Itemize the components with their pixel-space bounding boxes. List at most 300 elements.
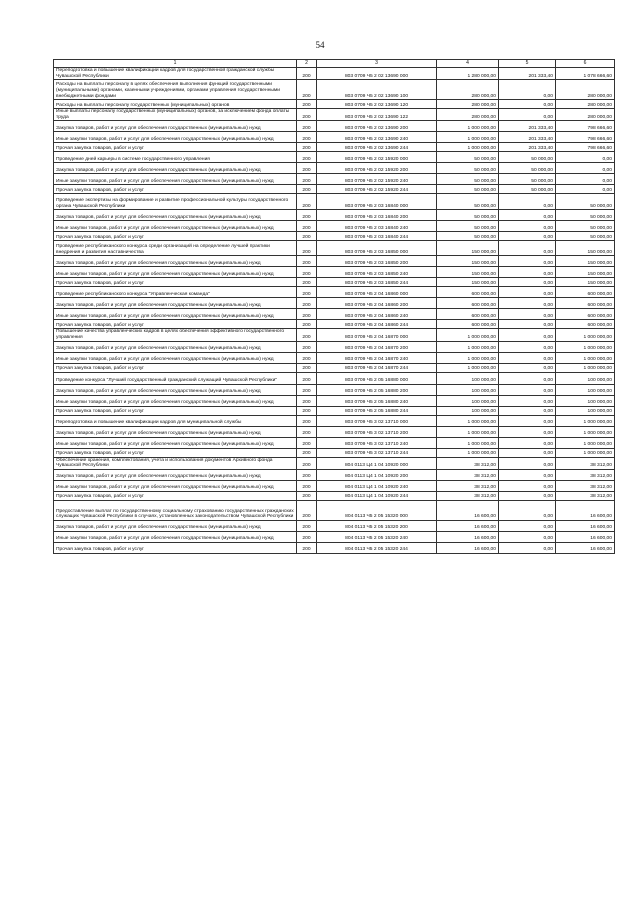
row-classification-code: 803 0709 Ч5 2 05 16880 240 — [317, 395, 437, 406]
table-row — [54, 100, 615, 109]
row-classification-code: 803 0709 Ч5 2 03 16840 244 — [317, 232, 437, 241]
table-row — [54, 520, 615, 531]
row-remaining-amount: 1 078 666,60 — [556, 68, 615, 80]
row-classification-code: 803 0709 Ч5 2 04 16870 200 — [317, 341, 437, 352]
row-remaining-amount: 38 312,00 — [556, 491, 615, 500]
row-remaining-amount: 150 000,00 — [556, 241, 615, 256]
row-remaining-amount: 1 000 000,00 — [556, 426, 615, 437]
row-approved-amount: 100 000,00 — [437, 406, 499, 415]
row-executed-amount: 0,00 — [499, 309, 556, 320]
table-row — [54, 194, 615, 210]
row-line-code: 200 — [297, 232, 317, 241]
row-approved-amount: 1 000 000,00 — [437, 352, 499, 363]
row-executed-amount: 0,00 — [499, 415, 556, 426]
row-description: Проведение экспертизы на формирование и развитие профессиональной культуры государственного органа Чувашской Республики — [54, 194, 297, 210]
table-row — [54, 174, 615, 185]
row-executed-amount: 0,00 — [499, 320, 556, 329]
row-executed-amount: 0,00 — [499, 278, 556, 287]
table-row — [54, 480, 615, 491]
table-row — [54, 415, 615, 426]
row-line-code: 200 — [297, 241, 317, 256]
row-approved-amount: 600 000,00 — [437, 320, 499, 329]
row-description: Закупка товаров, работ и услуг для обеспечения государственных (муниципальных) нужд — [54, 384, 297, 395]
row-description: Закупка товаров, работ и услуг для обеспечения государственных (муниципальных) нужд — [54, 298, 297, 309]
row-approved-amount: 1 000 000,00 — [437, 341, 499, 352]
table-row — [54, 152, 615, 163]
row-approved-amount: 50 000,00 — [437, 185, 499, 194]
row-remaining-amount: 150 000,00 — [556, 267, 615, 278]
row-description: Закупка товаров, работ и услуг для обеспечения государственных (муниципальных) нужд — [54, 341, 297, 352]
row-remaining-amount: 100 000,00 — [556, 384, 615, 395]
row-line-code: 200 — [297, 480, 317, 491]
row-remaining-amount: 798 666,60 — [556, 132, 615, 143]
row-approved-amount: 16 600,00 — [437, 542, 499, 553]
row-remaining-amount: 0,00 — [556, 174, 615, 185]
row-remaining-amount: 50 000,00 — [556, 232, 615, 241]
row-classification-code: 803 0709 Ч5 3 02 13710 244 — [317, 448, 437, 457]
row-executed-amount: 0,00 — [499, 406, 556, 415]
row-description: Проведение конкурса "Лучший государственный гражданский служащий Чувашской Республики" — [54, 372, 297, 384]
row-line-code: 200 — [297, 341, 317, 352]
row-executed-amount: 0,00 — [499, 221, 556, 232]
row-description: Прочая закупка товаров, работ и услуг — [54, 542, 297, 553]
row-remaining-amount: 100 000,00 — [556, 406, 615, 415]
row-description: Иные закупки товаров, работ и услуг для обеспечения государственных (муниципальных) нужд — [54, 132, 297, 143]
row-line-code: 200 — [297, 491, 317, 500]
table-row — [54, 329, 615, 341]
row-remaining-amount: 38 312,00 — [556, 480, 615, 491]
row-executed-amount: 0,00 — [499, 500, 556, 520]
row-line-code: 200 — [297, 256, 317, 267]
row-executed-amount: 0,00 — [499, 542, 556, 553]
row-executed-amount: 0,00 — [499, 384, 556, 395]
row-classification-code: 803 0709 Ч5 2 05 16880 000 — [317, 372, 437, 384]
row-description: Иные закупки товаров, работ и услуг для обеспечения государственных (муниципальных) нужд — [54, 531, 297, 542]
table-row — [54, 132, 615, 143]
column-header-4: 4 — [437, 60, 499, 68]
row-line-code: 200 — [297, 363, 317, 372]
row-classification-code: 803 0709 Ч5 2 04 16870 240 — [317, 352, 437, 363]
row-description: Переподготовка и повышение квалификации кадров для муниципальной службы — [54, 415, 297, 426]
table-row — [54, 384, 615, 395]
row-line-code: 200 — [297, 426, 317, 437]
row-approved-amount: 38 312,00 — [437, 469, 499, 480]
table-row — [54, 372, 615, 384]
row-line-code: 200 — [297, 221, 317, 232]
row-executed-amount: 0,00 — [499, 194, 556, 210]
row-approved-amount: 50 000,00 — [437, 152, 499, 163]
row-remaining-amount: 600 000,00 — [556, 309, 615, 320]
row-description: Повышение качества управленческих кадров в целях обеспечения эффективного государственного управления — [54, 329, 297, 341]
row-remaining-amount: 50 000,00 — [556, 221, 615, 232]
row-description: Иные закупки товаров, работ и услуг для обеспечения государственных (муниципальных) нужд — [54, 221, 297, 232]
row-description: Иные закупки товаров, работ и услуг для обеспечения государственных (муниципальных) нужд — [54, 267, 297, 278]
row-remaining-amount: 1 000 000,00 — [556, 448, 615, 457]
row-line-code: 200 — [297, 329, 317, 341]
row-line-code: 200 — [297, 542, 317, 553]
row-remaining-amount: 150 000,00 — [556, 256, 615, 267]
row-line-code: 200 — [297, 437, 317, 448]
row-executed-amount: 0,00 — [499, 372, 556, 384]
row-classification-code: 803 0709 Ч5 2 03 16850 240 — [317, 267, 437, 278]
row-remaining-amount: 280 000,00 — [556, 100, 615, 109]
row-remaining-amount: 100 000,00 — [556, 372, 615, 384]
row-description: Прочая закупка товаров, работ и услуг — [54, 278, 297, 287]
table-row — [54, 221, 615, 232]
row-approved-amount: 1 000 000,00 — [437, 363, 499, 372]
column-header-6: 6 — [556, 60, 615, 68]
row-remaining-amount: 280 000,00 — [556, 109, 615, 121]
row-approved-amount: 1 000 000,00 — [437, 437, 499, 448]
row-executed-amount: 0,00 — [499, 267, 556, 278]
table-row — [54, 232, 615, 241]
row-approved-amount: 150 000,00 — [437, 278, 499, 287]
row-line-code: 200 — [297, 415, 317, 426]
table-row — [54, 278, 615, 287]
row-approved-amount: 600 000,00 — [437, 298, 499, 309]
table-row — [54, 287, 615, 298]
row-executed-amount: 0,00 — [499, 287, 556, 298]
budget-execution-table — [53, 59, 615, 554]
row-description: Закупка товаров, работ и услуг для обеспечения государственных (муниципальных) нужд — [54, 163, 297, 174]
row-remaining-amount: 150 000,00 — [556, 278, 615, 287]
table-row — [54, 143, 615, 152]
row-executed-amount: 0,00 — [499, 457, 556, 469]
row-line-code: 200 — [297, 287, 317, 298]
row-approved-amount: 50 000,00 — [437, 174, 499, 185]
table-row — [54, 457, 615, 469]
row-classification-code: 803 0709 Ч5 2 05 16880 200 — [317, 384, 437, 395]
row-remaining-amount: 600 000,00 — [556, 298, 615, 309]
row-description: Закупка товаров, работ и услуг для обеспечения государственных (муниципальных) нужд — [54, 121, 297, 132]
row-classification-code: 803 0709 Ч5 2 02 15920 000 — [317, 152, 437, 163]
row-classification-code: 803 0709 Ч5 2 02 15920 200 — [317, 163, 437, 174]
row-executed-amount: 0,00 — [499, 100, 556, 109]
row-executed-amount: 201 333,40 — [499, 121, 556, 132]
row-remaining-amount: 16 600,00 — [556, 500, 615, 520]
column-header-5: 5 — [499, 60, 556, 68]
row-classification-code: 803 0709 Ч5 3 02 13710 200 — [317, 426, 437, 437]
table-header-row — [54, 60, 615, 68]
table-row — [54, 68, 615, 80]
row-line-code: 200 — [297, 267, 317, 278]
row-remaining-amount: 1 000 000,00 — [556, 329, 615, 341]
row-line-code: 200 — [297, 531, 317, 542]
row-remaining-amount: 0,00 — [556, 152, 615, 163]
row-description: Иные выплаты персоналу государственных (муниципальных) органов, за исключением фонда оплаты труда — [54, 109, 297, 121]
row-line-code: 200 — [297, 309, 317, 320]
table-row — [54, 109, 615, 121]
row-description: Иные закупки товаров, работ и услуг для обеспечения государственных (муниципальных) нужд — [54, 480, 297, 491]
table-row — [54, 469, 615, 480]
row-remaining-amount: 50 000,00 — [556, 210, 615, 221]
row-line-code: 200 — [297, 152, 317, 163]
row-description: Закупка товаров, работ и услуг для обеспечения государственных (муниципальных) нужд — [54, 256, 297, 267]
row-approved-amount: 150 000,00 — [437, 256, 499, 267]
row-executed-amount: 0,00 — [499, 480, 556, 491]
row-line-code: 200 — [297, 80, 317, 100]
row-description: Закупка товаров, работ и услуг для обеспечения государственных (муниципальных) нужд — [54, 426, 297, 437]
row-description: Иные закупки товаров, работ и услуг для обеспечения государственных (муниципальных) нужд — [54, 437, 297, 448]
row-classification-code: 803 0709 Ч5 2 03 16840 000 — [317, 194, 437, 210]
row-classification-code: 804 0113 Ц4 1 04 10920 000 — [317, 457, 437, 469]
table-row — [54, 210, 615, 221]
row-classification-code: 803 0709 Ч5 2 02 13690 120 — [317, 100, 437, 109]
table-row — [54, 309, 615, 320]
row-description: Предоставление выплат по государственному социальному страхованию государственных гражданских служащих Чувашской Республики в случаях, установленных законодательством Чувашской Республики — [54, 500, 297, 520]
row-classification-code: 803 0709 Ч5 2 02 13690 100 — [317, 80, 437, 100]
row-classification-code: 803 0709 Ч5 2 02 13690 240 — [317, 132, 437, 143]
row-description: Проведение дней карьеры в системе государственного управления — [54, 152, 297, 163]
row-description: Проведение республиканского конкурса среди организаций на определение лучшей практики внедрения и развития наставничества — [54, 241, 297, 256]
row-line-code: 200 — [297, 174, 317, 185]
row-line-code: 200 — [297, 320, 317, 329]
row-classification-code: 803 0709 Ч5 2 04 16870 244 — [317, 363, 437, 372]
row-description: Иные закупки товаров, работ и услуг для обеспечения государственных (муниципальных) нужд — [54, 309, 297, 320]
row-approved-amount: 280 000,00 — [437, 109, 499, 121]
row-classification-code: 803 0709 Ч5 2 02 13690 122 — [317, 109, 437, 121]
row-executed-amount: 50 000,00 — [499, 174, 556, 185]
row-classification-code: 803 0709 Ч5 2 04 16860 240 — [317, 309, 437, 320]
row-approved-amount: 1 000 000,00 — [437, 132, 499, 143]
row-description: Расходы на выплаты персоналу государственных (муниципальных) органов — [54, 100, 297, 109]
row-line-code: 200 — [297, 352, 317, 363]
row-line-code: 200 — [297, 457, 317, 469]
row-remaining-amount: 1 000 000,00 — [556, 341, 615, 352]
row-line-code: 200 — [297, 132, 317, 143]
row-executed-amount: 0,00 — [499, 395, 556, 406]
row-description: Иные закупки товаров, работ и услуг для обеспечения государственных (муниципальных) нужд — [54, 395, 297, 406]
table-row — [54, 341, 615, 352]
row-classification-code: 803 0709 Ч5 2 02 13690 244 — [317, 143, 437, 152]
column-header-2: 2 — [297, 60, 317, 68]
row-description: Прочая закупка товаров, работ и услуг — [54, 406, 297, 415]
row-description: Иные закупки товаров, работ и услуг для обеспечения государственных (муниципальных) нужд — [54, 352, 297, 363]
row-remaining-amount: 1 000 000,00 — [556, 415, 615, 426]
row-executed-amount: 0,00 — [499, 232, 556, 241]
row-approved-amount: 100 000,00 — [437, 384, 499, 395]
row-approved-amount: 600 000,00 — [437, 309, 499, 320]
row-line-code: 200 — [297, 278, 317, 287]
row-executed-amount: 0,00 — [499, 241, 556, 256]
table-row — [54, 267, 615, 278]
row-executed-amount: 0,00 — [499, 363, 556, 372]
row-remaining-amount: 16 600,00 — [556, 542, 615, 553]
column-header-1: 1 — [54, 60, 297, 68]
row-executed-amount: 0,00 — [499, 341, 556, 352]
row-executed-amount: 0,00 — [499, 448, 556, 457]
row-line-code: 200 — [297, 406, 317, 415]
table-row — [54, 298, 615, 309]
row-line-code: 200 — [297, 469, 317, 480]
row-description: Закупка товаров, работ и услуг для обеспечения государственных (муниципальных) нужд — [54, 469, 297, 480]
row-description: Переподготовка и повышение квалификации кадров для государственной гражданской службы Чувашской Республики — [54, 68, 297, 80]
row-executed-amount: 0,00 — [499, 520, 556, 531]
table-row — [54, 448, 615, 457]
row-classification-code: 803 0709 Ч5 2 04 16860 200 — [317, 298, 437, 309]
row-remaining-amount: 798 666,60 — [556, 143, 615, 152]
row-classification-code: 803 0709 Ч5 2 02 13690 000 — [317, 68, 437, 80]
row-executed-amount: 0,00 — [499, 80, 556, 100]
row-description: Проведение республиканского конкурса "Управленческая команда" — [54, 287, 297, 298]
row-line-code: 200 — [297, 194, 317, 210]
table-row — [54, 406, 615, 415]
row-executed-amount: 0,00 — [499, 469, 556, 480]
row-line-code: 200 — [297, 448, 317, 457]
row-description: Прочая закупка товаров, работ и услуг — [54, 320, 297, 329]
row-line-code: 200 — [297, 185, 317, 194]
row-approved-amount: 16 600,00 — [437, 520, 499, 531]
row-approved-amount: 1 000 000,00 — [437, 415, 499, 426]
row-line-code: 200 — [297, 298, 317, 309]
row-approved-amount: 1 000 000,00 — [437, 143, 499, 152]
row-classification-code: 803 0709 Ч5 2 02 13690 200 — [317, 121, 437, 132]
row-description: Расходы на выплаты персоналу в целях обеспечения выполнения функций государственными (муниципальными) органами, казенными учреждениями, органами управления государственными внебюджетными фондами — [54, 80, 297, 100]
row-description: Прочая закупка товаров, работ и услуг — [54, 185, 297, 194]
row-classification-code: 804 0113 Ц4 1 04 10920 240 — [317, 480, 437, 491]
row-executed-amount: 0,00 — [499, 109, 556, 121]
row-executed-amount: 0,00 — [499, 210, 556, 221]
row-executed-amount: 0,00 — [499, 531, 556, 542]
row-line-code: 200 — [297, 372, 317, 384]
row-line-code: 200 — [297, 210, 317, 221]
row-executed-amount: 201 333,40 — [499, 132, 556, 143]
row-classification-code: 804 0113 Ц4 1 04 10920 200 — [317, 469, 437, 480]
row-line-code: 200 — [297, 100, 317, 109]
row-remaining-amount: 100 000,00 — [556, 395, 615, 406]
row-executed-amount: 0,00 — [499, 426, 556, 437]
row-description: Иные закупки товаров, работ и услуг для обеспечения государственных (муниципальных) нужд — [54, 174, 297, 185]
row-line-code: 200 — [297, 500, 317, 520]
table-row — [54, 320, 615, 329]
row-line-code: 200 — [297, 143, 317, 152]
row-line-code: 200 — [297, 121, 317, 132]
row-approved-amount: 38 312,00 — [437, 457, 499, 469]
row-executed-amount: 201 333,40 — [499, 68, 556, 80]
row-description: Прочая закупка товаров, работ и услуг — [54, 491, 297, 500]
row-description: Прочая закупка товаров, работ и услуг — [54, 363, 297, 372]
row-line-code: 200 — [297, 395, 317, 406]
row-remaining-amount: 1 000 000,00 — [556, 363, 615, 372]
row-approved-amount: 50 000,00 — [437, 163, 499, 174]
row-approved-amount: 16 600,00 — [437, 531, 499, 542]
row-remaining-amount: 600 000,00 — [556, 320, 615, 329]
row-classification-code: 804 0113 Ч5 2 05 15320 240 — [317, 531, 437, 542]
page-number: 54 — [315, 40, 325, 50]
row-remaining-amount: 0,00 — [556, 163, 615, 174]
row-remaining-amount: 1 000 000,00 — [556, 437, 615, 448]
row-approved-amount: 1 280 000,00 — [437, 68, 499, 80]
row-approved-amount: 50 000,00 — [437, 210, 499, 221]
table-row — [54, 500, 615, 520]
row-classification-code: 803 0709 Ч5 2 02 15920 240 — [317, 174, 437, 185]
row-approved-amount: 100 000,00 — [437, 372, 499, 384]
row-executed-amount: 50 000,00 — [499, 163, 556, 174]
row-executed-amount: 50 000,00 — [499, 152, 556, 163]
row-description: Прочая закупка товаров, работ и услуг — [54, 448, 297, 457]
row-approved-amount: 1 000 000,00 — [437, 121, 499, 132]
table-row — [54, 163, 615, 174]
row-classification-code: 804 0113 Ц4 1 04 10920 244 — [317, 491, 437, 500]
row-remaining-amount: 1 000 000,00 — [556, 352, 615, 363]
row-classification-code: 804 0113 Ч5 2 05 15320 200 — [317, 520, 437, 531]
row-remaining-amount: 600 000,00 — [556, 287, 615, 298]
table-row — [54, 491, 615, 500]
row-classification-code: 804 0113 Ч5 2 05 15320 000 — [317, 500, 437, 520]
row-executed-amount: 0,00 — [499, 256, 556, 267]
row-remaining-amount: 38 312,00 — [556, 457, 615, 469]
row-remaining-amount: 38 312,00 — [556, 469, 615, 480]
row-executed-amount: 0,00 — [499, 352, 556, 363]
table-row — [54, 256, 615, 267]
row-classification-code: 803 0709 Ч5 2 03 16850 000 — [317, 241, 437, 256]
row-remaining-amount: 0,00 — [556, 185, 615, 194]
row-classification-code: 803 0709 Ч5 2 03 16840 200 — [317, 210, 437, 221]
row-classification-code: 803 0709 Ч5 2 03 16850 244 — [317, 278, 437, 287]
row-approved-amount: 280 000,00 — [437, 100, 499, 109]
row-classification-code: 803 0709 Ч5 3 02 13710 240 — [317, 437, 437, 448]
column-header-3: 3 — [317, 60, 437, 68]
row-approved-amount: 38 312,00 — [437, 480, 499, 491]
row-approved-amount: 1 000 000,00 — [437, 329, 499, 341]
row-approved-amount: 38 312,00 — [437, 491, 499, 500]
row-executed-amount: 201 333,40 — [499, 143, 556, 152]
row-line-code: 200 — [297, 163, 317, 174]
row-classification-code: 803 0709 Ч5 2 04 16860 000 — [317, 287, 437, 298]
row-classification-code: 803 0709 Ч5 2 04 16870 000 — [317, 329, 437, 341]
row-approved-amount: 150 000,00 — [437, 267, 499, 278]
table-row — [54, 363, 615, 372]
row-classification-code: 803 0709 Ч5 3 02 13710 000 — [317, 415, 437, 426]
row-classification-code: 803 0709 Ч5 2 05 16880 244 — [317, 406, 437, 415]
row-classification-code: 803 0709 Ч5 2 03 16840 240 — [317, 221, 437, 232]
table-row — [54, 531, 615, 542]
table-row — [54, 241, 615, 256]
row-remaining-amount: 50 000,00 — [556, 194, 615, 210]
row-approved-amount: 1 000 000,00 — [437, 448, 499, 457]
table-row — [54, 80, 615, 100]
row-executed-amount: 50 000,00 — [499, 185, 556, 194]
row-remaining-amount: 16 600,00 — [556, 520, 615, 531]
row-approved-amount: 50 000,00 — [437, 232, 499, 241]
row-approved-amount: 150 000,00 — [437, 241, 499, 256]
table-row — [54, 437, 615, 448]
row-remaining-amount: 280 000,00 — [556, 80, 615, 100]
row-description: Прочая закупка товаров, работ и услуг — [54, 143, 297, 152]
row-approved-amount: 1 000 000,00 — [437, 426, 499, 437]
row-classification-code: 804 0113 Ч5 2 05 15320 244 — [317, 542, 437, 553]
row-classification-code: 803 0709 Ч5 2 02 15920 244 — [317, 185, 437, 194]
table-row — [54, 542, 615, 553]
row-description: Прочая закупка товаров, работ и услуг — [54, 232, 297, 241]
row-approved-amount: 100 000,00 — [437, 395, 499, 406]
table-body — [54, 60, 615, 554]
table-row — [54, 352, 615, 363]
row-line-code: 200 — [297, 520, 317, 531]
row-description: Обеспечение хранения, комплектования, учета и использования документов Архивного фонда Чувашской Республики — [54, 457, 297, 469]
table-row — [54, 395, 615, 406]
table-row — [54, 185, 615, 194]
row-executed-amount: 0,00 — [499, 298, 556, 309]
row-classification-code: 803 0709 Ч5 2 04 16860 244 — [317, 320, 437, 329]
row-remaining-amount: 798 666,60 — [556, 121, 615, 132]
row-executed-amount: 0,00 — [499, 437, 556, 448]
table-row — [54, 426, 615, 437]
row-executed-amount: 0,00 — [499, 329, 556, 341]
row-description: Закупка товаров, работ и услуг для обеспечения государственных (муниципальных) нужд — [54, 210, 297, 221]
row-approved-amount: 280 000,00 — [437, 80, 499, 100]
row-approved-amount: 50 000,00 — [437, 221, 499, 232]
